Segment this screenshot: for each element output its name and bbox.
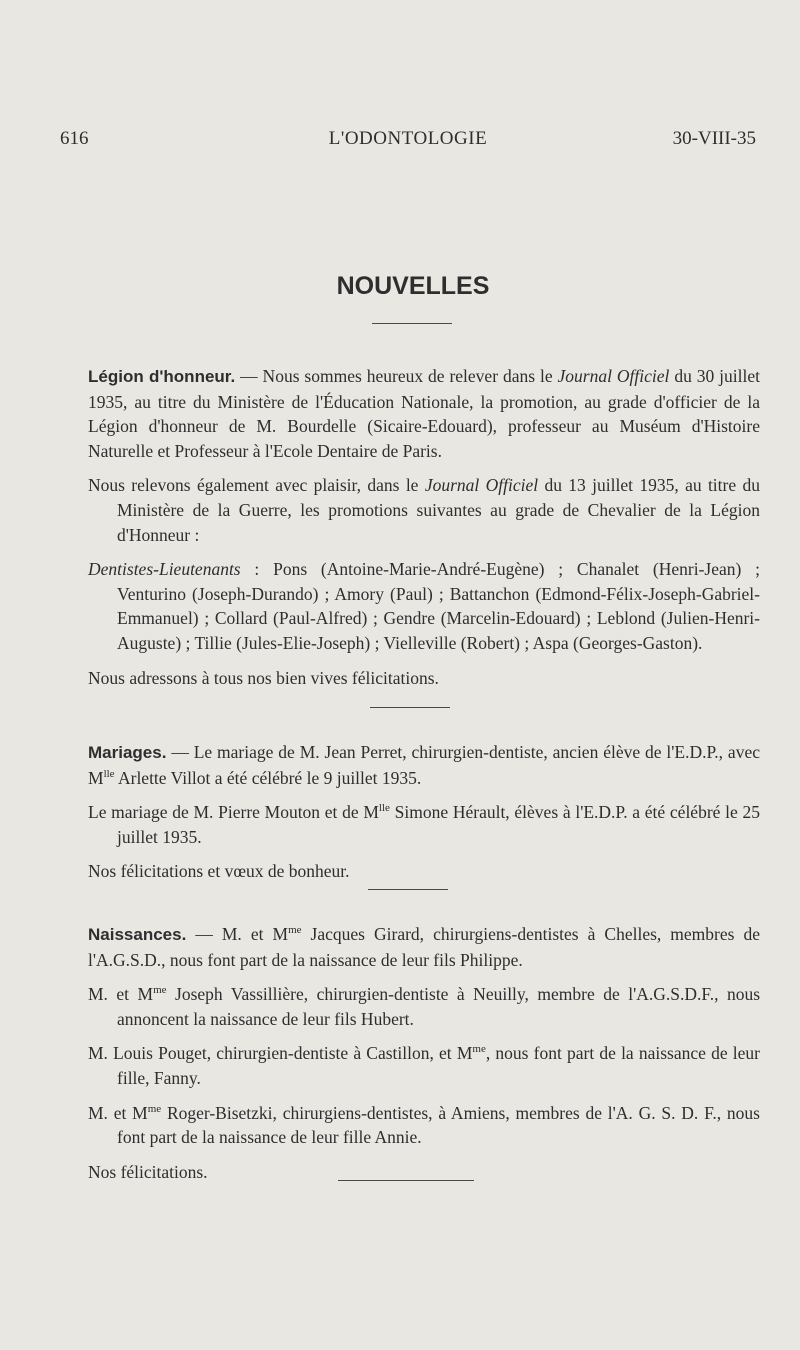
legion-p2-text: Nous relevons également avec plaisir, dans le: [88, 475, 425, 496]
legion-label: Légion d'honneur.: [88, 367, 236, 386]
end-rule: [338, 1180, 474, 1181]
naissances-p1-text: — M. et M: [186, 924, 289, 944]
naissances-label: Naissances.: [88, 925, 187, 944]
divider-rule: [372, 323, 452, 324]
page-number: 616: [60, 128, 89, 149]
mariages-paragraph-1: [88, 740, 760, 790]
legion-paragraph-4: Nous adressons à tous nos bien vives félicitations.: [88, 667, 439, 688]
naissances-p4-rest: Roger-Bisetzki, chirurgiens-dentistes, à Amiens, membres de l'A. G. S. D. F., nous font part de la naissance de leur fille Annie.: [117, 1102, 760, 1148]
legion-paragraph-1: [88, 364, 760, 463]
legion-paragraph-3: [88, 557, 760, 655]
naissances-p3-rest: , nous font part de la naissance de leur fille, Fanny.: [117, 1043, 760, 1088]
mariages-section: [88, 740, 760, 894]
superscript: me: [147, 1102, 162, 1115]
dentistes-lieutenants-label: Dentistes-Lieutenants: [88, 559, 241, 580]
legion-honneur-section: [88, 364, 760, 700]
naissances-paragraph-4: [88, 1101, 760, 1150]
divider-rule: [370, 707, 450, 708]
mariages-paragraph-2: [88, 800, 760, 849]
legion-p3-rest: : Pons (Antoine-Marie-André-Eugène) ; Chanalet (Henri-Jean) ; Venturino (Joseph-Durando) ; Amory (Paul) ; Battanchon (Edmond-Félix-Joseph-Gabriel-Emmanuel) ; Collard (Paul-Alfred) ; Gendre (Marcelin-Edouard) ; Leblond (Julien-Henri-Auguste) ; Tillie (Jules-Elie-Joseph) ; Vielleville (Robert) ; Aspa (Georges-Gaston).: [117, 559, 760, 653]
naissances-paragraph-5: Nos félicitations.: [88, 1161, 208, 1182]
superscript: me: [153, 984, 167, 997]
naissances-p4-text: M. et M: [88, 1102, 148, 1123]
naissances-paragraph-3: [88, 1041, 760, 1090]
journal-officiel-ref-2: Journal Officiel: [424, 475, 539, 496]
naissances-section: [88, 922, 760, 1194]
mariages-p2-rest: Simone Hérault, élèves à l'E.D.P. a été célébré le 25 juillet 1935.: [117, 802, 760, 847]
mariages-p1-text: — Le mariage de M. Jean Perret, chirurgien-dentiste, ancien élève de l'E.D.P., avec M: [88, 742, 760, 788]
legion-p2-rest: du 13 juillet 1935, au titre du Ministère de la Guerre, les promotions suivantes au grade de Chevalier de la Légion d'Honneur :: [117, 475, 760, 545]
mariages-p2-text: Le mariage de M. Pierre Mouton et de M: [88, 802, 379, 823]
superscript: me: [288, 924, 302, 936]
journal-title: L'ODONTOLOGIE: [328, 128, 488, 149]
naissances-paragraph-1: [88, 922, 760, 972]
superscript: lle: [103, 767, 115, 780]
issue-date: 30-VIII-35: [672, 128, 756, 149]
legion-p1-rest: du 30 juillet 1935, au titre du Ministère de l'Éducation Nationale, la promotion, au grade d'officier de la Légion d'honneur de M. Bourdelle (Sicaire-Edouard), professeur au Muséum d'Histoire Naturelle et Professeur à l'Ecole Dentaire de Paris.: [88, 366, 761, 461]
running-header: [60, 128, 756, 154]
mariages-p1-rest: Arlette Villot a été célébré le 9 juillet 1935.: [114, 767, 422, 788]
naissances-p1-rest: Jacques Girard, chirurgiens-dentistes à Chelles, membres de l'A.G.S.D., nous font part de la naissance de leur fils Philippe.: [88, 924, 760, 970]
superscript: lle: [378, 802, 390, 815]
divider-rule: [368, 889, 448, 890]
section-heading: NOUVELLES: [336, 272, 490, 300]
naissances-paragraph-2: [88, 982, 760, 1031]
legion-paragraph-2: [88, 473, 760, 547]
mariages-label: Mariages.: [88, 743, 167, 762]
naissances-p3-text: M. Louis Pouget, chirurgien-dentiste à Castillon, et M: [88, 1043, 473, 1064]
naissances-p2-rest: Joseph Vassillière, chirurgien-dentiste à Neuilly, membre de l'A.G.S.D.F., nous annoncent la naissance de leur fils Hubert.: [117, 984, 760, 1029]
legion-p1-text: — Nous sommes heureux de relever dans le: [235, 366, 558, 386]
mariages-paragraph-3: Nos félicitations et vœux de bonheur.: [88, 861, 350, 882]
superscript: me: [472, 1043, 486, 1056]
journal-officiel-ref: Journal Officiel: [557, 366, 670, 386]
naissances-p2-text: M. et M: [88, 984, 154, 1005]
